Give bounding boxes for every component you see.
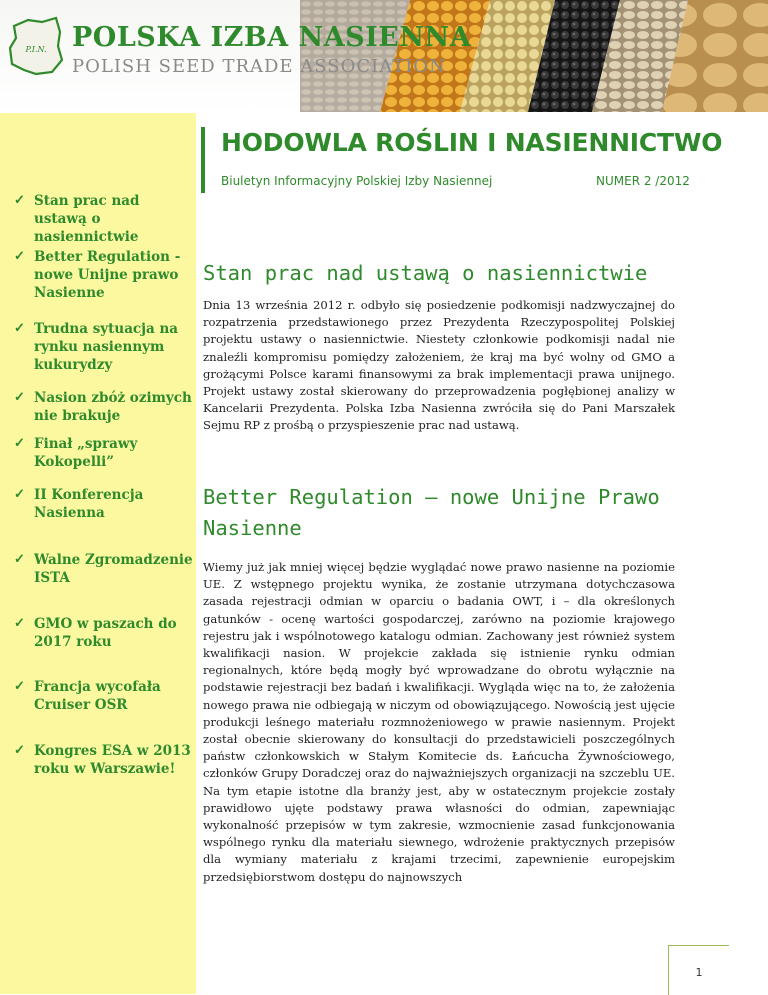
article-body: Wiemy już jak mniej więcej będzie wyglądać nowe prawo nasienne na poziomie UE. Z wstępnego projektu wynika, że zostanie utrzymana dotychczasowa zasada rejestracji odmian w oparciu o badania OWT, i – dla określonych gatunków - ocenę wartości gospodarczej, zarówno na poziomie krajowego rejestru jak i wspólnotowego katalogu odmian. Zachowany jest również system kwalifikacji nasion. W projekcie zakłada się istnienie rynku odmian regionalnych, które będą mogły być wprowadzane do obrotu wyłącznie na podstawie rejestracji bez badań i kwalifikacji. Wygląda więc na to, że założenia nowego prawa nie odbiegają w niczym od obowiązującego. Nowością jest ujęcie produkcji leśnego materiału rozmnożeniowego w prawie nasiennym. Projekt został obecnie skierowany do konsultacji do przedstawicieli poszczególnych państw członkowskich w Stałym Komitecie ds. Łańcucha Żywnościowego, członków Grupy Doradczej oraz do najważniejszych organizacji na szczeblu UE. Na tym etapie istotne dla branży jest, aby w ostatecznym projekcie zostały prawidłowo ujęte podstawy prawa własności do odmian, zapewniając wykonalność przepisów w tym zakresie, wzmocnienie zasad funkcjonowania wspólnego rynku dla materiału siewnego, wdrożenie praktycznych przepisów dla wymiany materiału z krajami trzecimi, zapewnienie europejskim przedsiębiorstwom dostępu do najnowszych [203, 560, 675, 884]
checkmark-icon: ✓ [14, 436, 25, 451]
contents-item-label: Stan prac nad ustawą o nasiennictwie [34, 193, 140, 245]
contents-item[interactable] [14, 192, 194, 246]
org-name: POLSKA IZBA NASIENNA [72, 22, 472, 53]
contents-item[interactable] [14, 486, 194, 522]
page-number-box [668, 945, 729, 995]
contents-sidebar [0, 113, 196, 994]
title-accent-bar [201, 127, 205, 193]
checkmark-icon: ✓ [14, 616, 25, 631]
contents-item-label: Kongres ESA w 2013 roku w Warszawie! [34, 743, 191, 777]
contents-item-label: Trudna sytuacja na rynku nasiennym kukurydzy [34, 321, 179, 373]
org-name-english: POLISH SEED TRADE ASSOCIATION [72, 56, 446, 77]
poland-map-logo [6, 12, 66, 84]
checkmark-icon: ✓ [14, 487, 25, 502]
header-banner [0, 0, 768, 112]
issue-number: NUMER 2 /2012 [596, 174, 690, 188]
contents-item[interactable] [14, 742, 194, 778]
contents-item-label: Nasion zbóż ozimych nie brakuje [34, 390, 192, 424]
checkmark-icon: ✓ [14, 249, 25, 264]
checkmark-icon: ✓ [14, 679, 25, 694]
contents-item[interactable] [14, 678, 194, 714]
contents-item[interactable] [14, 320, 194, 374]
checkmark-icon: ✓ [14, 321, 25, 336]
contents-item-label: Finał „sprawy Kokopelli” [34, 436, 138, 470]
article-heading: Better Regulation – nowe Unijne Prawo Nasienne [203, 485, 660, 540]
contents-item-label: II Konferencja Nasienna [34, 487, 144, 521]
contents-item[interactable] [14, 248, 194, 302]
checkmark-icon: ✓ [14, 390, 25, 405]
bulletin-subtitle: Biuletyn Informacyjny Polskiej Izby Nasiennej [221, 174, 493, 188]
page-number: 1 [695, 966, 703, 979]
contents-item[interactable] [14, 435, 194, 471]
contents-item[interactable] [14, 389, 194, 425]
contents-item-label: Francja wycofała Cruiser OSR [34, 679, 161, 713]
checkmark-icon: ✓ [14, 193, 25, 208]
contents-item-label: GMO w paszach do 2017 roku [34, 616, 177, 650]
contents-item-label: Walne Zgromadzenie ISTA [34, 552, 193, 586]
article-heading: Stan prac nad ustawą o nasiennictwie [203, 261, 648, 285]
checkmark-icon: ✓ [14, 552, 25, 567]
contents-item[interactable] [14, 615, 194, 651]
newsletter-title: HODOWLA ROŚLIN I NASIENNICTWO [221, 128, 723, 157]
checkmark-icon: ✓ [14, 743, 25, 758]
contents-item-label: Better Regulation - nowe Unijne prawo Nasienne [34, 249, 181, 301]
logo-text: P.I.N. [25, 45, 47, 54]
article-body: Dnia 13 września 2012 r. odbyło się posiedzenie podkomisji nadzwyczajnej do rozpatrzenia przedstawionego przez Prezydenta Rzeczypospolitej Polskiej projektu ustawy o nasiennictwie. Niestety członkowie podkomisji nadal nie znaleźli kompromisu pomiędzy założeniem, że kraj ma być wolny od GMO a grożącymi Polsce karami finansowymi za brak implementacji prawa unijnego. Projekt ustawy został skierowany do przeprowadzenia pogłębionej analizy w Kancelarii Prezydenta. Polska Izba Nasienna zwróciła się do Pani Marszałek Sejmu RP z prośbą o przyspieszenie prac nad ustawą. [203, 298, 675, 433]
contents-item[interactable] [14, 551, 194, 587]
